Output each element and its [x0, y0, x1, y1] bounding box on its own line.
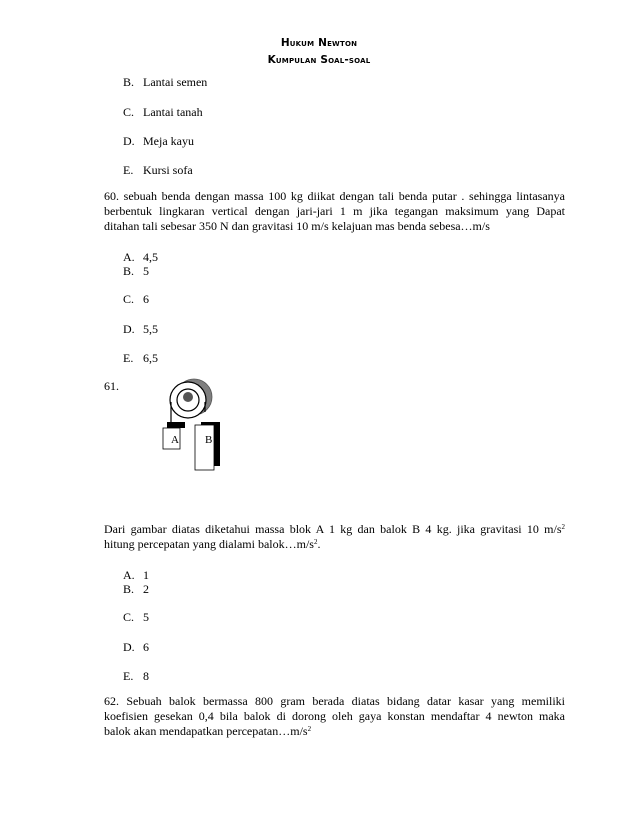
option-letter: A.	[123, 568, 135, 582]
option-letter: B.	[123, 75, 135, 89]
option-letter: C.	[123, 610, 135, 624]
q61-option-e	[123, 669, 149, 683]
q60-line-3: ditahan tali sebesar 350 N dan gravitasi 10 m/s kelajuan mas benda sebesa…m/s	[104, 219, 490, 233]
option-text: 8	[143, 669, 149, 683]
q61-option-b	[123, 582, 149, 596]
q62-line-3-text: balok akan mendapatkan percepatan…m/s	[104, 724, 308, 738]
q62-question	[104, 694, 565, 739]
q61-question	[104, 522, 565, 552]
q61-line-2-sup: 2	[313, 538, 318, 546]
option-letter: B.	[123, 264, 135, 278]
q60-line-1: 60. sebuah benda dengan massa 100 kg diikat dengan tali benda putar . sehingga lintasanya	[104, 189, 565, 203]
q61-line-1	[104, 522, 565, 537]
option-text: Meja kayu	[143, 134, 194, 148]
block-a-shadow	[167, 422, 185, 428]
q61-option-a	[123, 568, 149, 582]
block-b	[195, 425, 214, 470]
q59-option-d	[123, 134, 194, 148]
q61-line-2-end: .	[317, 537, 321, 551]
option-text: 5,5	[143, 322, 158, 336]
q60-question	[104, 189, 565, 234]
option-text: 5	[143, 610, 149, 624]
page-subtitle: Kumpulan Soal-soal	[267, 54, 371, 66]
option-text: Lantai tanah	[143, 105, 203, 119]
q61-line-2	[104, 537, 565, 552]
option-letter: C.	[123, 292, 135, 306]
option-text: 1	[143, 568, 149, 582]
q60-option-c	[123, 292, 149, 306]
label-a: A	[171, 434, 179, 446]
option-letter: D.	[123, 134, 135, 148]
q60-option-b	[123, 264, 149, 278]
q61-option-d	[123, 640, 149, 654]
option-text: Kursi sofa	[143, 163, 193, 177]
q61-number: 61.	[104, 379, 119, 393]
q61-line-1-text: Dari gambar diatas diketahui massa blok A 1 kg dan balok B 4 kg. jika gravitasi 10 m/s	[104, 522, 562, 536]
option-letter: E.	[123, 351, 134, 365]
q62-line-3	[104, 724, 565, 739]
q62-line-1: 62. Sebuah balok bermassa 800 gram berada diatas bidang datar kasar yang memiliki	[104, 694, 565, 708]
option-letter: B.	[123, 582, 135, 596]
pulley-axle	[183, 392, 193, 402]
q62-line-2: koefisien gesekan 0,4 bila balok di dorong oleh gaya konstan mendaftar 4 newton maka	[104, 709, 565, 723]
option-letter: A.	[123, 250, 135, 264]
q59-option-b	[123, 75, 207, 89]
option-text: 2	[143, 582, 149, 596]
q61-line-2-text: hitung percepatan yang dialami balok…m/s	[104, 537, 314, 551]
option-letter: E.	[123, 163, 134, 177]
q59-option-c	[123, 105, 203, 119]
q60-option-a	[123, 250, 158, 264]
option-letter: E.	[123, 669, 134, 683]
pulley-figure	[155, 372, 230, 472]
page-title: Hukum Newton	[280, 37, 358, 49]
option-letter: D.	[123, 322, 135, 336]
option-text: 6	[143, 292, 149, 306]
option-text: 6,5	[143, 351, 158, 365]
q60-line-2: berbentuk lingkaran vertical dengan jari-jari 1 m jika tegangan maksimum yang Dapat	[104, 204, 565, 218]
q62-line-3-sup: 2	[307, 725, 312, 733]
block-b-side-shadow	[214, 422, 220, 466]
option-text: 6	[143, 640, 149, 654]
q61-option-c	[123, 610, 149, 624]
option-letter: D.	[123, 640, 135, 654]
option-letter: C.	[123, 105, 135, 119]
q61-line-1-sup: 2	[561, 523, 565, 531]
label-b: B	[205, 434, 213, 446]
option-text: Lantai semen	[143, 75, 208, 89]
q60-option-e	[123, 351, 158, 365]
q59-option-e	[123, 163, 193, 177]
q60-option-d	[123, 322, 158, 336]
option-text: 4,5	[143, 250, 158, 264]
option-text: 5	[143, 264, 149, 278]
